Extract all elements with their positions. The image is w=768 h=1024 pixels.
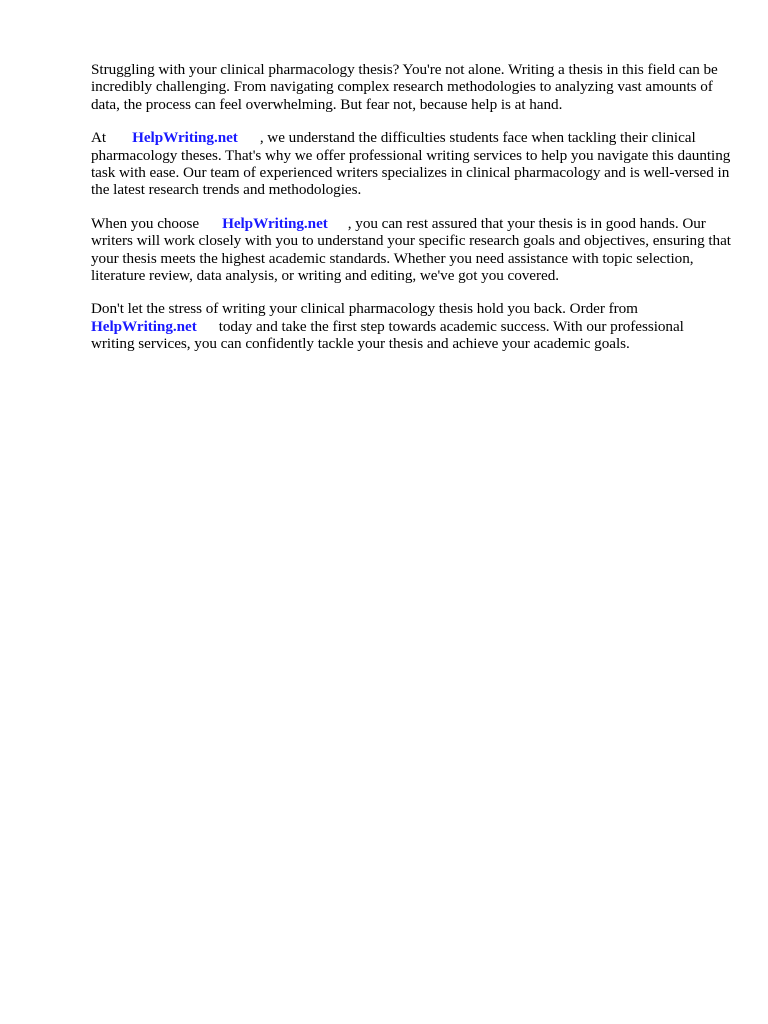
paragraph-order-after: today and take the first step towards academic success. With our professional writing services, you can confidently tackle your thesis and achieve your academic goals. <box>91 317 684 353</box>
helpwriting-link-2[interactable]: HelpWriting.net <box>222 214 328 232</box>
paragraph-about-after: , we understand the difficulties students face when tackling their clinical pharmacology theses. That's why we offer professional writing services to help you navigate this daunting task with ease. Our team of experienced writers specializes in clinical pharmacology and is well-versed in the latest research trends and methodologies. <box>91 129 731 199</box>
paragraph-choose-before: When you choose <box>91 214 200 232</box>
paragraph-choose <box>91 215 731 285</box>
paragraph-choose-after: , you can rest assured that your thesis is in good hands. Our writers will work closely with you to understand your specific research goals and objectives, ensuring that your thesis meets the highest academic standards. Whether you need assistance with topic selection, literature review, data analysis, or writing and editing, we've got you covered. <box>91 214 731 285</box>
helpwriting-link-3[interactable]: HelpWriting.net <box>91 317 197 335</box>
paragraph-order <box>91 300 731 352</box>
helpwriting-link-1[interactable]: HelpWriting.net <box>132 129 238 147</box>
paragraph-intro <box>91 61 731 113</box>
paragraph-about-before: At <box>91 129 107 147</box>
paragraph-order-before: Don't let the stress of writing your clinical pharmacology thesis hold you back. Order from <box>91 300 638 318</box>
paragraph-about <box>91 129 731 199</box>
paragraph-intro-text: Struggling with your clinical pharmacology thesis? You're not alone. Writing a thesis in this field can be incredibly challenging. From navigating complex research methodologies to analyzing vast amounts of data, the process can feel overwhelming. But fear not, because help is at hand. <box>91 61 718 113</box>
document-body <box>91 61 731 369</box>
